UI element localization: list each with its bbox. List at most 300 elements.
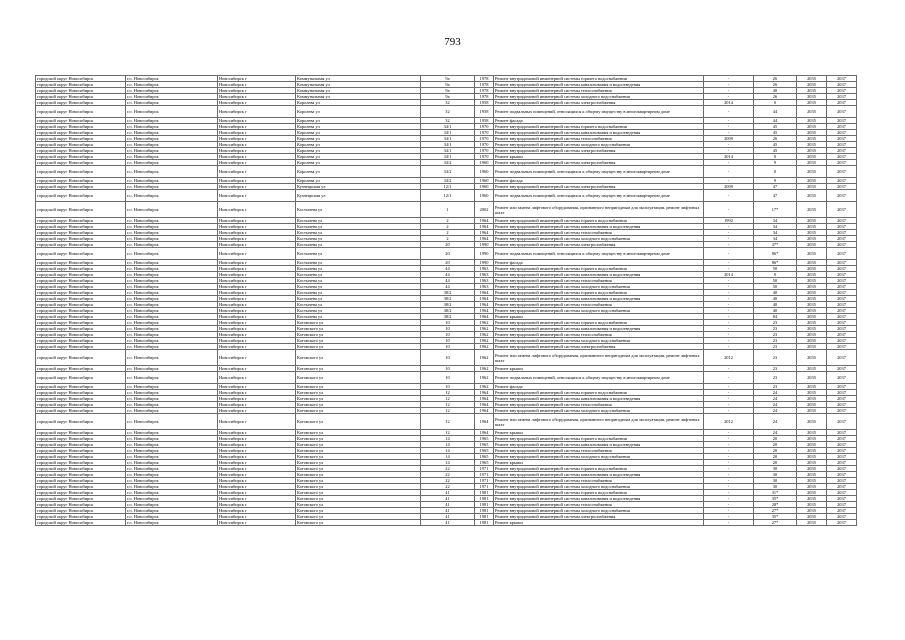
cell-wear-percent: 50 <box>754 284 797 290</box>
cell-house-number: 10 <box>421 326 475 332</box>
cell-year-built: 1971 <box>475 466 494 472</box>
cell-city: Новосибирск г <box>218 290 296 296</box>
cell-plan-start-year: 2035 <box>797 460 827 466</box>
cell-house-number: 34/2 <box>421 166 475 178</box>
cell-wear-percent: 45 <box>754 142 797 148</box>
cell-city: Новосибирск г <box>218 224 296 230</box>
cell-work-type: Ремонт крыши <box>494 460 704 466</box>
cell-house-number: 2 <box>421 224 475 230</box>
cell-year-built: 1964 <box>475 414 494 430</box>
cell-street: Котовского ул <box>296 472 421 478</box>
cell-plan-end-year: 2037 <box>827 460 857 466</box>
cell-street: Королева ул <box>296 130 421 136</box>
cell-last-repair-year: - <box>704 448 754 454</box>
cell-plan-end-year: 2037 <box>827 278 857 284</box>
cell-city: Новосибирск г <box>218 332 296 338</box>
cell-plan-end-year: 2037 <box>827 100 857 106</box>
cell-street: Котовского ул <box>296 326 421 332</box>
cell-municipality: городской округ Новосибирск <box>36 372 126 384</box>
cell-last-repair-year: - <box>704 338 754 344</box>
cell-plan-end-year: 2037 <box>827 230 857 236</box>
cell-municipality: городской округ Новосибирск <box>36 118 126 124</box>
cell-city: Новосибирск г <box>218 272 296 278</box>
cell-year-built: 1960 <box>475 190 494 202</box>
cell-work-type: Ремонт внутридомовой инженерной системы канализования и водоотведения <box>494 496 704 502</box>
cell-plan-start-year: 2035 <box>797 224 827 230</box>
cell-plan-start-year: 2035 <box>797 372 827 384</box>
cell-wear-percent: 0 <box>754 154 797 160</box>
cell-last-repair-year: - <box>704 160 754 166</box>
cell-wear-percent: 45 <box>754 148 797 154</box>
cell-district: г.о. Новосибирск <box>126 296 218 302</box>
cell-district: г.о. Новосибирск <box>126 508 218 514</box>
cell-street: Котовского ул <box>296 436 421 442</box>
cell-house-number: 10 <box>421 332 475 338</box>
cell-street: Котовского ул <box>296 320 421 326</box>
cell-district: г.о. Новосибирск <box>126 478 218 484</box>
cell-plan-end-year: 2037 <box>827 484 857 490</box>
cell-year-built: 1964 <box>475 396 494 402</box>
cell-district: г.о. Новосибирск <box>126 466 218 472</box>
cell-city: Новосибирск г <box>218 106 296 118</box>
cell-district: г.о. Новосибирск <box>126 402 218 408</box>
cell-city: Новосибирск г <box>218 320 296 326</box>
cell-last-repair-year: - <box>704 496 754 502</box>
cell-plan-end-year: 2037 <box>827 326 857 332</box>
cell-house-number: 41 <box>421 502 475 508</box>
cell-wear-percent: 40 <box>754 302 797 308</box>
cell-plan-start-year: 2035 <box>797 154 827 160</box>
cell-year-built: 1971 <box>475 478 494 484</box>
cell-last-repair-year: - <box>704 436 754 442</box>
cell-city: Новосибирск г <box>218 230 296 236</box>
cell-city: Новосибирск г <box>218 190 296 202</box>
cell-year-built: 1981 <box>475 508 494 514</box>
cell-plan-start-year: 2035 <box>797 454 827 460</box>
cell-street: Котовского ул <box>296 402 421 408</box>
cell-wear-percent: 24 <box>754 408 797 414</box>
cell-plan-end-year: 2037 <box>827 290 857 296</box>
cell-wear-percent: 9 <box>754 160 797 166</box>
cell-house-number: 12 <box>421 408 475 414</box>
cell-year-built: 1960 <box>475 178 494 184</box>
cell-city: Новосибирск г <box>218 414 296 430</box>
cell-house-number: 14 <box>421 454 475 460</box>
cell-municipality: городской округ Новосибирск <box>36 344 126 350</box>
cell-street: Котовского ул <box>296 430 421 436</box>
cell-last-repair-year: 2009 <box>704 184 754 190</box>
cell-last-repair-year: - <box>704 508 754 514</box>
cell-year-built: 1965 <box>475 436 494 442</box>
cell-street: Коммунальная ул <box>296 82 421 88</box>
cell-wear-percent: 9 <box>754 178 797 184</box>
cell-city: Новосибирск г <box>218 130 296 136</box>
cell-wear-percent: 50 <box>754 278 797 284</box>
cell-plan-start-year: 2035 <box>797 478 827 484</box>
cell-plan-start-year: 2035 <box>797 344 827 350</box>
capital-repair-table <box>35 75 857 526</box>
cell-district: г.о. Новосибирск <box>126 372 218 384</box>
cell-house-number: 38/2 <box>421 296 475 302</box>
cell-house-number: 14 <box>421 460 475 466</box>
cell-wear-percent: 50 <box>754 266 797 272</box>
cell-work-type: Ремонт внутридомовой инженерной системы теплоснабжения <box>494 502 704 508</box>
cell-wear-percent: 20 <box>754 460 797 466</box>
cell-house-number: 9а <box>421 82 475 88</box>
cell-work-type: Ремонт внутридомовой инженерной системы горячего водоснабжения <box>494 76 704 82</box>
cell-year-built: 1962 <box>475 320 494 326</box>
cell-municipality: городской округ Новосибирск <box>36 454 126 460</box>
cell-street: Костычева ул <box>296 290 421 296</box>
cell-wear-percent: 28* <box>754 502 797 508</box>
cell-house-number: 2 <box>421 230 475 236</box>
cell-district: г.о. Новосибирск <box>126 308 218 314</box>
cell-work-type: Ремонт внутридомовой инженерной системы холодного водоснабжения <box>494 94 704 100</box>
cell-year-built: 1978 <box>475 94 494 100</box>
cell-street: Костычева ул <box>296 266 421 272</box>
cell-wear-percent: 23 <box>754 344 797 350</box>
cell-work-type: Ремонт внутридомовой инженерной системы теплоснабжения <box>494 402 704 408</box>
cell-municipality: городской округ Новосибирск <box>36 384 126 390</box>
cell-plan-end-year: 2037 <box>827 184 857 190</box>
cell-work-type: Ремонт внутридомовой инженерной системы канализования и водоотведения <box>494 442 704 448</box>
cell-plan-start-year: 2035 <box>797 230 827 236</box>
cell-street: Королева ул <box>296 148 421 154</box>
cell-work-type: Ремонт внутридомовой инженерной системы канализования и водоотведения <box>494 82 704 88</box>
cell-district: г.о. Новосибирск <box>126 326 218 332</box>
cell-year-built: 1962 <box>475 350 494 366</box>
cell-work-type: Ремонт внутридомовой инженерной системы горячего водоснабжения <box>494 390 704 396</box>
cell-last-repair-year: - <box>704 224 754 230</box>
cell-street: Королева ул <box>296 100 421 106</box>
cell-wear-percent: 23 <box>754 366 797 372</box>
cell-municipality: городской округ Новосибирск <box>36 402 126 408</box>
cell-plan-end-year: 2037 <box>827 332 857 338</box>
cell-work-type: Ремонт внутридомовой инженерной системы канализования и водоотведения <box>494 272 704 278</box>
cell-street: Коммунальная ул <box>296 76 421 82</box>
cell-work-type: Ремонт внутридомовой инженерной системы теплоснабжения <box>494 302 704 308</box>
cell-district: г.о. Новосибирск <box>126 202 218 218</box>
cell-street: Котовского ул <box>296 484 421 490</box>
cell-last-repair-year: - <box>704 502 754 508</box>
cell-street: Королева ул <box>296 178 421 184</box>
cell-house-number: 34/1 <box>421 130 475 136</box>
cell-city: Новосибирск г <box>218 82 296 88</box>
cell-last-repair-year: - <box>704 430 754 436</box>
cell-plan-start-year: 2035 <box>797 314 827 320</box>
cell-city: Новосибирск г <box>218 454 296 460</box>
cell-year-built: 1970 <box>475 142 494 148</box>
cell-street: Коммунальная ул <box>296 88 421 94</box>
cell-year-built: 1964 <box>475 218 494 224</box>
cell-municipality: городской округ Новосибирск <box>36 178 126 184</box>
cell-year-built: 1978 <box>475 76 494 82</box>
cell-work-type: Ремонт внутридомовой инженерной системы электроснабжения <box>494 514 704 520</box>
cell-plan-end-year: 2037 <box>827 302 857 308</box>
cell-city: Новосибирск г <box>218 266 296 272</box>
cell-district: г.о. Новосибирск <box>126 496 218 502</box>
cell-plan-start-year: 2035 <box>797 76 827 82</box>
cell-house-number: 44 <box>421 284 475 290</box>
cell-year-built: 1965 <box>475 460 494 466</box>
cell-municipality: городской округ Новосибирск <box>36 224 126 230</box>
cell-district: г.о. Новосибирск <box>126 278 218 284</box>
cell-municipality: городской округ Новосибирск <box>36 350 126 366</box>
cell-house-number: 41 <box>421 490 475 496</box>
cell-last-repair-year: - <box>704 142 754 148</box>
cell-last-repair-year: - <box>704 326 754 332</box>
cell-last-repair-year: - <box>704 332 754 338</box>
cell-city: Новосибирск г <box>218 520 296 526</box>
cell-city: Новосибирск г <box>218 408 296 414</box>
cell-wear-percent: 35* <box>754 514 797 520</box>
cell-last-repair-year: 1992 <box>704 218 754 224</box>
cell-street: Кузнецкская ул <box>296 184 421 190</box>
cell-municipality: городской округ Новосибирск <box>36 272 126 278</box>
cell-city: Новосибирск г <box>218 430 296 436</box>
cell-plan-start-year: 2035 <box>797 366 827 372</box>
cell-district: г.о. Новосибирск <box>126 484 218 490</box>
cell-wear-percent: 27* <box>754 508 797 514</box>
cell-house-number: 38/2 <box>421 290 475 296</box>
cell-house-number: 2 <box>421 218 475 224</box>
cell-last-repair-year: - <box>704 460 754 466</box>
cell-house-number: 34/1 <box>421 154 475 160</box>
cell-year-built: 1958 <box>475 118 494 124</box>
cell-city: Новосибирск г <box>218 478 296 484</box>
cell-house-number: 41 <box>421 514 475 520</box>
page-number: 793 <box>444 36 461 48</box>
cell-district: г.о. Новосибирск <box>126 160 218 166</box>
cell-work-type: Ремонт или замена лифтового оборудования, признанного непригодным для эксплуатации, ремонт лифтовых шахт <box>494 414 704 430</box>
cell-city: Новосибирск г <box>218 242 296 248</box>
cell-city: Новосибирск г <box>218 326 296 332</box>
cell-street: Костычева ул <box>296 224 421 230</box>
cell-last-repair-year: - <box>704 490 754 496</box>
cell-district: г.о. Новосибирск <box>126 502 218 508</box>
cell-wear-percent: 27* <box>754 520 797 526</box>
cell-last-repair-year: - <box>704 302 754 308</box>
cell-wear-percent: 23 <box>754 326 797 332</box>
cell-wear-percent: 37* <box>754 242 797 248</box>
cell-street: Костычева ул <box>296 202 421 218</box>
cell-wear-percent: 26 <box>754 136 797 142</box>
cell-last-repair-year: - <box>704 284 754 290</box>
cell-wear-percent: 35* <box>754 496 797 502</box>
cell-last-repair-year: - <box>704 118 754 124</box>
cell-city: Новосибирск г <box>218 100 296 106</box>
cell-work-type: Ремонт внутридомовой инженерной системы электроснабжения <box>494 242 704 248</box>
cell-work-type: Ремонт внутридомовой инженерной системы теплоснабжения <box>494 88 704 94</box>
table-row <box>36 350 857 366</box>
cell-plan-end-year: 2037 <box>827 202 857 218</box>
cell-plan-end-year: 2037 <box>827 88 857 94</box>
cell-last-repair-year: - <box>704 372 754 384</box>
cell-district: г.о. Новосибирск <box>126 190 218 202</box>
cell-house-number: 10 <box>421 350 475 366</box>
cell-plan-end-year: 2037 <box>827 248 857 260</box>
cell-house-number: 10 <box>421 338 475 344</box>
cell-municipality: городской округ Новосибирск <box>36 248 126 260</box>
cell-district: г.о. Новосибирск <box>126 94 218 100</box>
cell-district: г.о. Новосибирск <box>126 142 218 148</box>
cell-street: Котовского ул <box>296 478 421 484</box>
cell-year-built: 1964 <box>475 408 494 414</box>
cell-municipality: городской округ Новосибирск <box>36 230 126 236</box>
cell-district: г.о. Новосибирск <box>126 242 218 248</box>
cell-last-repair-year: - <box>704 466 754 472</box>
cell-work-type: Ремонт внутридомовой инженерной системы горячего водоснабжения <box>494 466 704 472</box>
cell-plan-start-year: 2035 <box>797 326 827 332</box>
cell-plan-end-year: 2037 <box>827 190 857 202</box>
cell-street: Костычева ул <box>296 230 421 236</box>
cell-district: г.о. Новосибирск <box>126 390 218 396</box>
cell-municipality: городской округ Новосибирск <box>36 242 126 248</box>
cell-house-number: 38/2 <box>421 302 475 308</box>
cell-last-repair-year: - <box>704 314 754 320</box>
cell-street: Королева ул <box>296 154 421 160</box>
cell-year-built: 1963 <box>475 272 494 278</box>
cell-wear-percent: 26 <box>754 76 797 82</box>
cell-plan-start-year: 2035 <box>797 338 827 344</box>
cell-municipality: городской округ Новосибирск <box>36 508 126 514</box>
cell-house-number: 44 <box>421 266 475 272</box>
table-row <box>36 248 857 260</box>
cell-municipality: городской округ Новосибирск <box>36 436 126 442</box>
cell-plan-start-year: 2035 <box>797 278 827 284</box>
cell-work-type: Ремонт подвальных помещений, относящихся к общему имуществу в многоквартирном доме <box>494 106 704 118</box>
cell-street: Королева ул <box>296 160 421 166</box>
cell-plan-end-year: 2037 <box>827 136 857 142</box>
cell-plan-start-year: 2035 <box>797 88 827 94</box>
cell-wear-percent: 40 <box>754 296 797 302</box>
cell-year-built: 1965 <box>475 454 494 460</box>
cell-district: г.о. Новосибирск <box>126 148 218 154</box>
cell-house-number: 14 <box>421 442 475 448</box>
cell-work-type: Ремонт внутридомовой инженерной системы канализования и водоотведения <box>494 224 704 230</box>
cell-last-repair-year: - <box>704 166 754 178</box>
cell-year-built: 1962 <box>475 372 494 384</box>
cell-plan-end-year: 2037 <box>827 148 857 154</box>
cell-municipality: городской округ Новосибирск <box>36 430 126 436</box>
cell-house-number: 10 <box>421 366 475 372</box>
cell-district: г.о. Новосибирск <box>126 430 218 436</box>
cell-plan-start-year: 2035 <box>797 242 827 248</box>
table-row <box>36 414 857 430</box>
cell-street: Котовского ул <box>296 372 421 384</box>
cell-last-repair-year: - <box>704 484 754 490</box>
cell-last-repair-year: - <box>704 308 754 314</box>
cell-last-repair-year: - <box>704 472 754 478</box>
cell-work-type: Ремонт крыши <box>494 366 704 372</box>
cell-plan-start-year: 2035 <box>797 332 827 338</box>
cell-district: г.о. Новосибирск <box>126 290 218 296</box>
table-body <box>36 76 857 526</box>
cell-year-built: 1978 <box>475 88 494 94</box>
cell-year-built: 1962 <box>475 326 494 332</box>
cell-plan-end-year: 2037 <box>827 430 857 436</box>
cell-year-built: 1962 <box>475 366 494 372</box>
cell-street: Котовского ул <box>296 454 421 460</box>
cell-wear-percent: 31* <box>754 490 797 496</box>
cell-last-repair-year: - <box>704 178 754 184</box>
cell-municipality: городской округ Новосибирск <box>36 278 126 284</box>
cell-house-number: 12 <box>421 402 475 408</box>
cell-year-built: 1960 <box>475 166 494 178</box>
cell-wear-percent: 20 <box>754 436 797 442</box>
cell-street: Котовского ул <box>296 396 421 402</box>
cell-street: Котовского ул <box>296 390 421 396</box>
cell-work-type: Ремонт внутридомовой инженерной системы горячего водоснабжения <box>494 436 704 442</box>
cell-plan-start-year: 2035 <box>797 94 827 100</box>
cell-city: Новосибирск г <box>218 94 296 100</box>
cell-year-built: 1964 <box>475 224 494 230</box>
cell-district: г.о. Новосибирск <box>126 520 218 526</box>
cell-year-built: 1970 <box>475 130 494 136</box>
cell-plan-end-year: 2037 <box>827 82 857 88</box>
cell-work-type: Ремонт внутридомовой инженерной системы теплоснабжения <box>494 136 704 142</box>
cell-plan-end-year: 2037 <box>827 472 857 478</box>
cell-city: Новосибирск г <box>218 484 296 490</box>
cell-plan-end-year: 2037 <box>827 466 857 472</box>
cell-city: Новосибирск г <box>218 302 296 308</box>
cell-wear-percent: 86* <box>754 248 797 260</box>
cell-plan-start-year: 2035 <box>797 496 827 502</box>
cell-plan-end-year: 2037 <box>827 154 857 160</box>
table-row <box>36 202 857 218</box>
cell-plan-start-year: 2035 <box>797 490 827 496</box>
cell-district: г.о. Новосибирск <box>126 366 218 372</box>
cell-municipality: городской округ Новосибирск <box>36 308 126 314</box>
cell-municipality: городской округ Новосибирск <box>36 136 126 142</box>
cell-street: Костычева ул <box>296 218 421 224</box>
cell-plan-start-year: 2035 <box>797 502 827 508</box>
cell-city: Новосибирск г <box>218 314 296 320</box>
cell-municipality: городской округ Новосибирск <box>36 82 126 88</box>
cell-plan-end-year: 2037 <box>827 496 857 502</box>
cell-district: г.о. Новосибирск <box>126 414 218 430</box>
cell-municipality: городской округ Новосибирск <box>36 390 126 396</box>
cell-year-built: 1964 <box>475 296 494 302</box>
cell-plan-start-year: 2035 <box>797 260 827 266</box>
cell-last-repair-year: - <box>704 514 754 520</box>
cell-last-repair-year: - <box>704 278 754 284</box>
cell-plan-start-year: 2035 <box>797 308 827 314</box>
cell-plan-start-year: 2035 <box>797 514 827 520</box>
cell-city: Новосибирск г <box>218 338 296 344</box>
cell-street: Котовского ул <box>296 466 421 472</box>
cell-plan-start-year: 2035 <box>797 414 827 430</box>
cell-house-number: 41 <box>421 508 475 514</box>
cell-street: Котовского ул <box>296 384 421 390</box>
cell-last-repair-year: - <box>704 260 754 266</box>
cell-plan-end-year: 2037 <box>827 502 857 508</box>
cell-last-repair-year: - <box>704 384 754 390</box>
cell-municipality: городской округ Новосибирск <box>36 284 126 290</box>
cell-city: Новосибирск г <box>218 136 296 142</box>
cell-last-repair-year: - <box>704 478 754 484</box>
cell-plan-end-year: 2037 <box>827 142 857 148</box>
cell-street: Котовского ул <box>296 460 421 466</box>
cell-municipality: городской округ Новосибирск <box>36 160 126 166</box>
cell-wear-percent: 20 <box>754 454 797 460</box>
cell-district: г.о. Новосибирск <box>126 272 218 278</box>
cell-work-type: Ремонт внутридомовой инженерной системы горячего водоснабжения <box>494 290 704 296</box>
cell-wear-percent: 30 <box>754 466 797 472</box>
cell-plan-start-year: 2035 <box>797 350 827 366</box>
cell-year-built: 1962 <box>475 338 494 344</box>
cell-work-type: Ремонт фасада <box>494 384 704 390</box>
